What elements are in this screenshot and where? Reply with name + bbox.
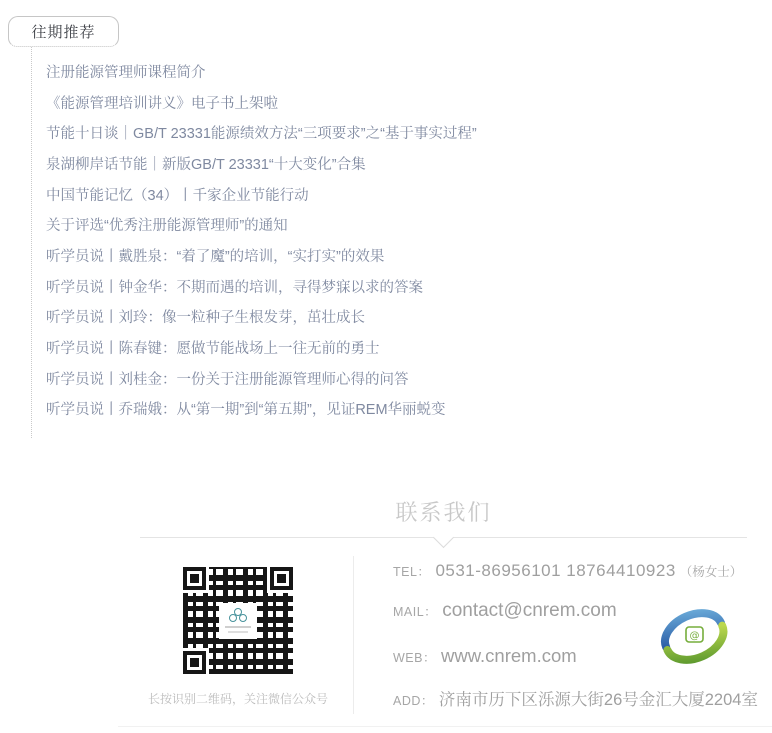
recommendation-link[interactable]: 听学员说丨刘玲：像一粒种子生根发芽，茁壮成长 — [46, 310, 365, 327]
recommendation-link[interactable]: 听学员说丨钟金华：不期而遇的培训，寻得梦寐以求的答案 — [46, 279, 423, 296]
timeline-dotted-line — [31, 47, 32, 438]
recommendation-link[interactable]: 听学员说丨乔瑞娥：从“第一期”到“第五期”，见证REM华丽蜕变 — [46, 402, 446, 419]
vertical-divider — [353, 556, 354, 714]
recommendation-link[interactable]: 听学员说丨刘桂金：一份关于注册能源管理师心得的问答 — [46, 371, 409, 388]
qr-finder-icon — [183, 651, 206, 674]
recommendation-link[interactable]: 关于评选“优秀注册能源管理师”的通知 — [46, 218, 288, 235]
address-label: ADD： — [393, 694, 434, 708]
contact-row-web — [393, 645, 577, 667]
past-recommendations-label: 往期推荐 — [31, 24, 96, 41]
contact-row-address — [393, 686, 758, 710]
contact-row-mail — [393, 600, 617, 622]
qr-center-logo — [219, 603, 257, 639]
recommendation-link[interactable]: 泉湖柳岸话节能｜新版GB/T 23331“十大变化”合集 — [46, 156, 366, 173]
section-divider-notch — [433, 527, 454, 548]
recommendation-link[interactable]: 中国节能记忆（34）丨千家企业节能行动 — [46, 187, 309, 204]
recommendations-list — [46, 56, 477, 424]
past-recommendations-tab — [8, 16, 119, 47]
contact-row-tel — [393, 561, 742, 581]
contact-section-title: 联系我们 — [395, 500, 492, 525]
qr-center-logo-icon — [229, 608, 247, 623]
bottom-divider — [118, 726, 772, 727]
cnrem-logo-icon — [648, 597, 740, 675]
recommendation-link[interactable]: 注册能源管理师课程简介 — [46, 64, 206, 81]
tel-contact-person: （杨女士） — [679, 565, 743, 579]
tel-value: 0531-86956101 18764410923 — [435, 561, 676, 580]
qr-code-image — [183, 567, 293, 674]
web-label: WEB： — [393, 651, 436, 665]
qr-caption: 长按识别二维码，关注微信公众号 — [148, 692, 329, 706]
svg-text:@: @ — [689, 630, 700, 642]
tel-label: TEL： — [393, 565, 431, 579]
address-value: 济南市历下区泺源大街26号金汇大厦2204室 — [438, 691, 758, 709]
section-divider-line — [140, 537, 747, 538]
recommendation-link[interactable]: 听学员说丨陈春键：愿做节能战场上一往无前的勇士 — [46, 341, 380, 358]
qr-finder-icon — [183, 567, 206, 590]
web-value: www.cnrem.com — [440, 645, 577, 666]
recommendation-link[interactable]: 听学员说丨戴胜泉：“着了魔”的培训，“实打实”的效果 — [46, 248, 385, 265]
qr-finder-icon — [270, 567, 293, 590]
recommendation-link[interactable]: 《能源管理培训讲义》电子书上架啦 — [46, 95, 278, 112]
recommendation-link[interactable]: 节能十日谈｜GB/T 23331能源绩效方法“三项要求”之“基于事实过程” — [46, 126, 477, 143]
mail-value: contact@cnrem.com — [442, 600, 617, 621]
mail-label: MAIL： — [393, 605, 438, 619]
